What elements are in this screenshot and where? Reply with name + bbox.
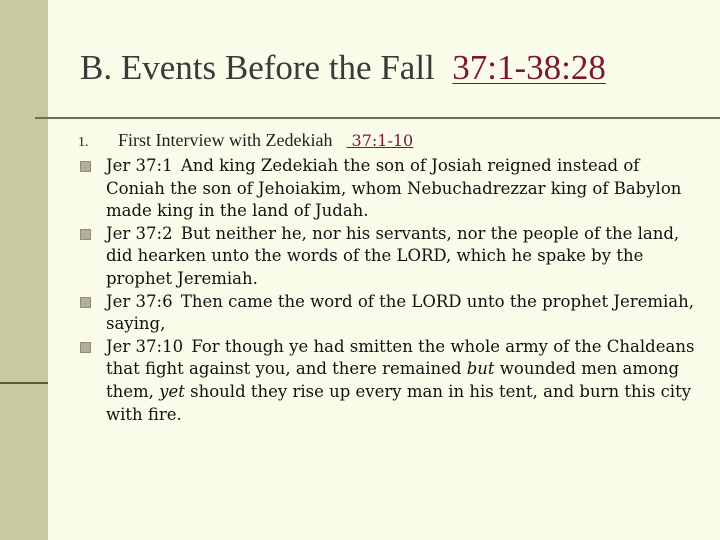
verse-reference: Jer 37:6 xyxy=(106,291,173,311)
verse-text: But neither he, nor his servants, nor the people of the land, did hearken unto the words of the LORD, which he spake by the prophet Jeremiah. xyxy=(106,223,680,288)
list-item xyxy=(78,155,698,223)
verse-text-italic: yet xyxy=(159,381,185,401)
title-rule xyxy=(35,117,720,119)
left-bar-divider xyxy=(0,382,48,384)
verse-text-part: should they rise up every man in his tent, and burn this city with fire. xyxy=(106,381,692,424)
verse-text-part: wounded men among them, xyxy=(106,359,680,401)
verse-text-italic: but xyxy=(466,359,495,379)
slide-title-reference: 37:1-38:28 xyxy=(452,48,606,87)
verse-text: And king Zedekiah the son of Josiah reigned instead of Coniah the son of Jehoiakim, whom Nebuchadrezzar king of Babylon made king in the land of Judah. xyxy=(106,156,682,221)
verse-reference: Jer 37:1 xyxy=(106,156,173,175)
left-decorative-bar xyxy=(0,0,48,540)
verse-list xyxy=(78,155,698,426)
verse-text xyxy=(106,337,694,424)
subheading-number: 1. xyxy=(78,135,89,150)
list-item xyxy=(78,291,698,336)
verse-text-part: For though ye had smitten the whole army of the Chaldeans that fight against you, and there remained xyxy=(106,336,695,379)
list-item xyxy=(78,336,698,426)
slide-title-main: B. Events Before the Fall xyxy=(80,48,435,87)
verse-reference: Jer 37:10 xyxy=(106,336,184,356)
verse-reference: Jer 37:2 xyxy=(106,223,173,243)
subheading xyxy=(78,130,413,151)
square-bullet-icon xyxy=(80,297,91,308)
square-bullet-icon xyxy=(80,229,91,240)
list-item xyxy=(78,223,698,291)
square-bullet-icon xyxy=(80,342,91,353)
subheading-reference: 37:1-10 xyxy=(346,131,414,150)
slide-title xyxy=(80,48,606,88)
subheading-text: First Interview with Zedekiah xyxy=(118,130,333,150)
verse-text: Then came the word of the LORD unto the prophet Jeremiah, saying, xyxy=(106,291,694,334)
square-bullet-icon xyxy=(80,161,91,172)
